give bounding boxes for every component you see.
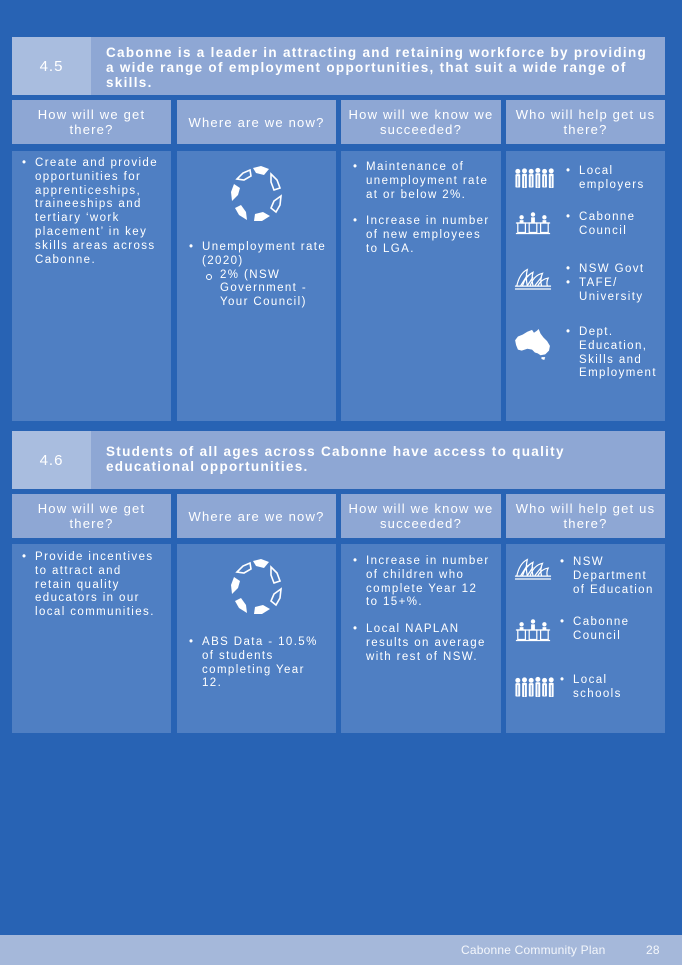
where-item: • ABS Data - 10.5% of students completing Year 12. xyxy=(187,636,327,691)
know-cell xyxy=(341,544,501,733)
section-header xyxy=(12,37,665,95)
know-cell xyxy=(341,151,501,421)
where-item-text: Unemployment rate (2020) xyxy=(202,241,327,267)
helper-group xyxy=(514,211,654,241)
how-item: • Create and provide opportunities for apprenticeships, traineeships and tertiary ‘work placement’ in key skills areas across Cabonne. xyxy=(20,157,163,267)
australia-map-icon xyxy=(514,328,552,360)
where-subitem: 2% (NSW Government - Your Council) xyxy=(202,269,327,310)
know-item: • Increase in number of children who complete Year 12 to 15+%. xyxy=(351,555,493,610)
helper-item: • Local employers xyxy=(564,165,656,193)
helper-group xyxy=(514,616,654,646)
col-header-who: Who will help get us there? xyxy=(506,494,665,538)
helper-item: • TAFE/ University xyxy=(564,277,656,305)
col-header-where: Where are we now? xyxy=(177,100,336,144)
section-4-6 xyxy=(12,431,665,733)
section-statement: Students of all ages across Cabonne have access to quality educational opportunities. xyxy=(106,444,565,474)
helper-group xyxy=(514,556,654,600)
col-header-how: How will we get there? xyxy=(12,494,171,538)
col-header-where: Where are we now? xyxy=(177,494,336,538)
know-item: • Increase in number of new employees to LGA. xyxy=(351,215,493,256)
people-group-icon xyxy=(514,167,556,189)
council-chambers-icon xyxy=(514,211,552,235)
helper-group xyxy=(514,326,657,386)
helper-item: • Local schools xyxy=(558,674,658,702)
col-header-know: How will we know we succeeded? xyxy=(341,494,501,538)
council-chambers-icon xyxy=(514,618,552,642)
how-cell xyxy=(12,544,171,733)
helper-item: • Cabonne Council xyxy=(564,211,656,239)
helper-item: • NSW Govt xyxy=(564,263,656,277)
section-number: 4.5 xyxy=(12,37,91,95)
where-item xyxy=(187,241,327,310)
helper-item: • Cabonne Council xyxy=(558,616,658,644)
section-header xyxy=(12,431,665,489)
sydney-opera-house-icon xyxy=(514,557,552,581)
who-cell xyxy=(506,151,665,421)
sydney-opera-house-icon xyxy=(514,267,552,291)
know-item: • Local NAPLAN results on average with rest of NSW. xyxy=(351,623,493,664)
helper-item: • Dept. Education, Skills and Employment xyxy=(564,326,658,381)
col-header-who: Who will help get us there? xyxy=(506,100,665,144)
where-cell xyxy=(177,544,336,733)
section-number: 4.6 xyxy=(12,431,91,489)
who-cell xyxy=(506,544,665,733)
page-footer xyxy=(0,935,682,965)
where-cell xyxy=(177,151,336,421)
section-statement: Cabonne is a leader in attracting and retaining workforce by providing a wide range of employment opportunities, that suit a wide range of skills. xyxy=(106,45,648,90)
col-header-how: How will we get there? xyxy=(12,100,171,144)
dashed-progress-ring-icon xyxy=(223,556,289,622)
how-item: • Provide incentives to attract and retain quality educators in our local communities. xyxy=(20,551,163,620)
footer-title: Cabonne Community Plan xyxy=(461,943,606,957)
col-header-know: How will we know we succeeded? xyxy=(341,100,501,144)
people-group-icon xyxy=(514,676,556,698)
helper-group xyxy=(514,674,654,704)
helper-group xyxy=(514,263,654,309)
how-cell xyxy=(12,151,171,421)
know-item: • Maintenance of unemployment rate at or below 2%. xyxy=(351,161,493,202)
helper-group xyxy=(514,165,654,195)
section-4-5 xyxy=(12,37,665,421)
page-number: 28 xyxy=(646,943,660,957)
dashed-progress-ring-icon xyxy=(223,163,289,229)
helper-item: • NSW Department of Education xyxy=(558,556,658,597)
